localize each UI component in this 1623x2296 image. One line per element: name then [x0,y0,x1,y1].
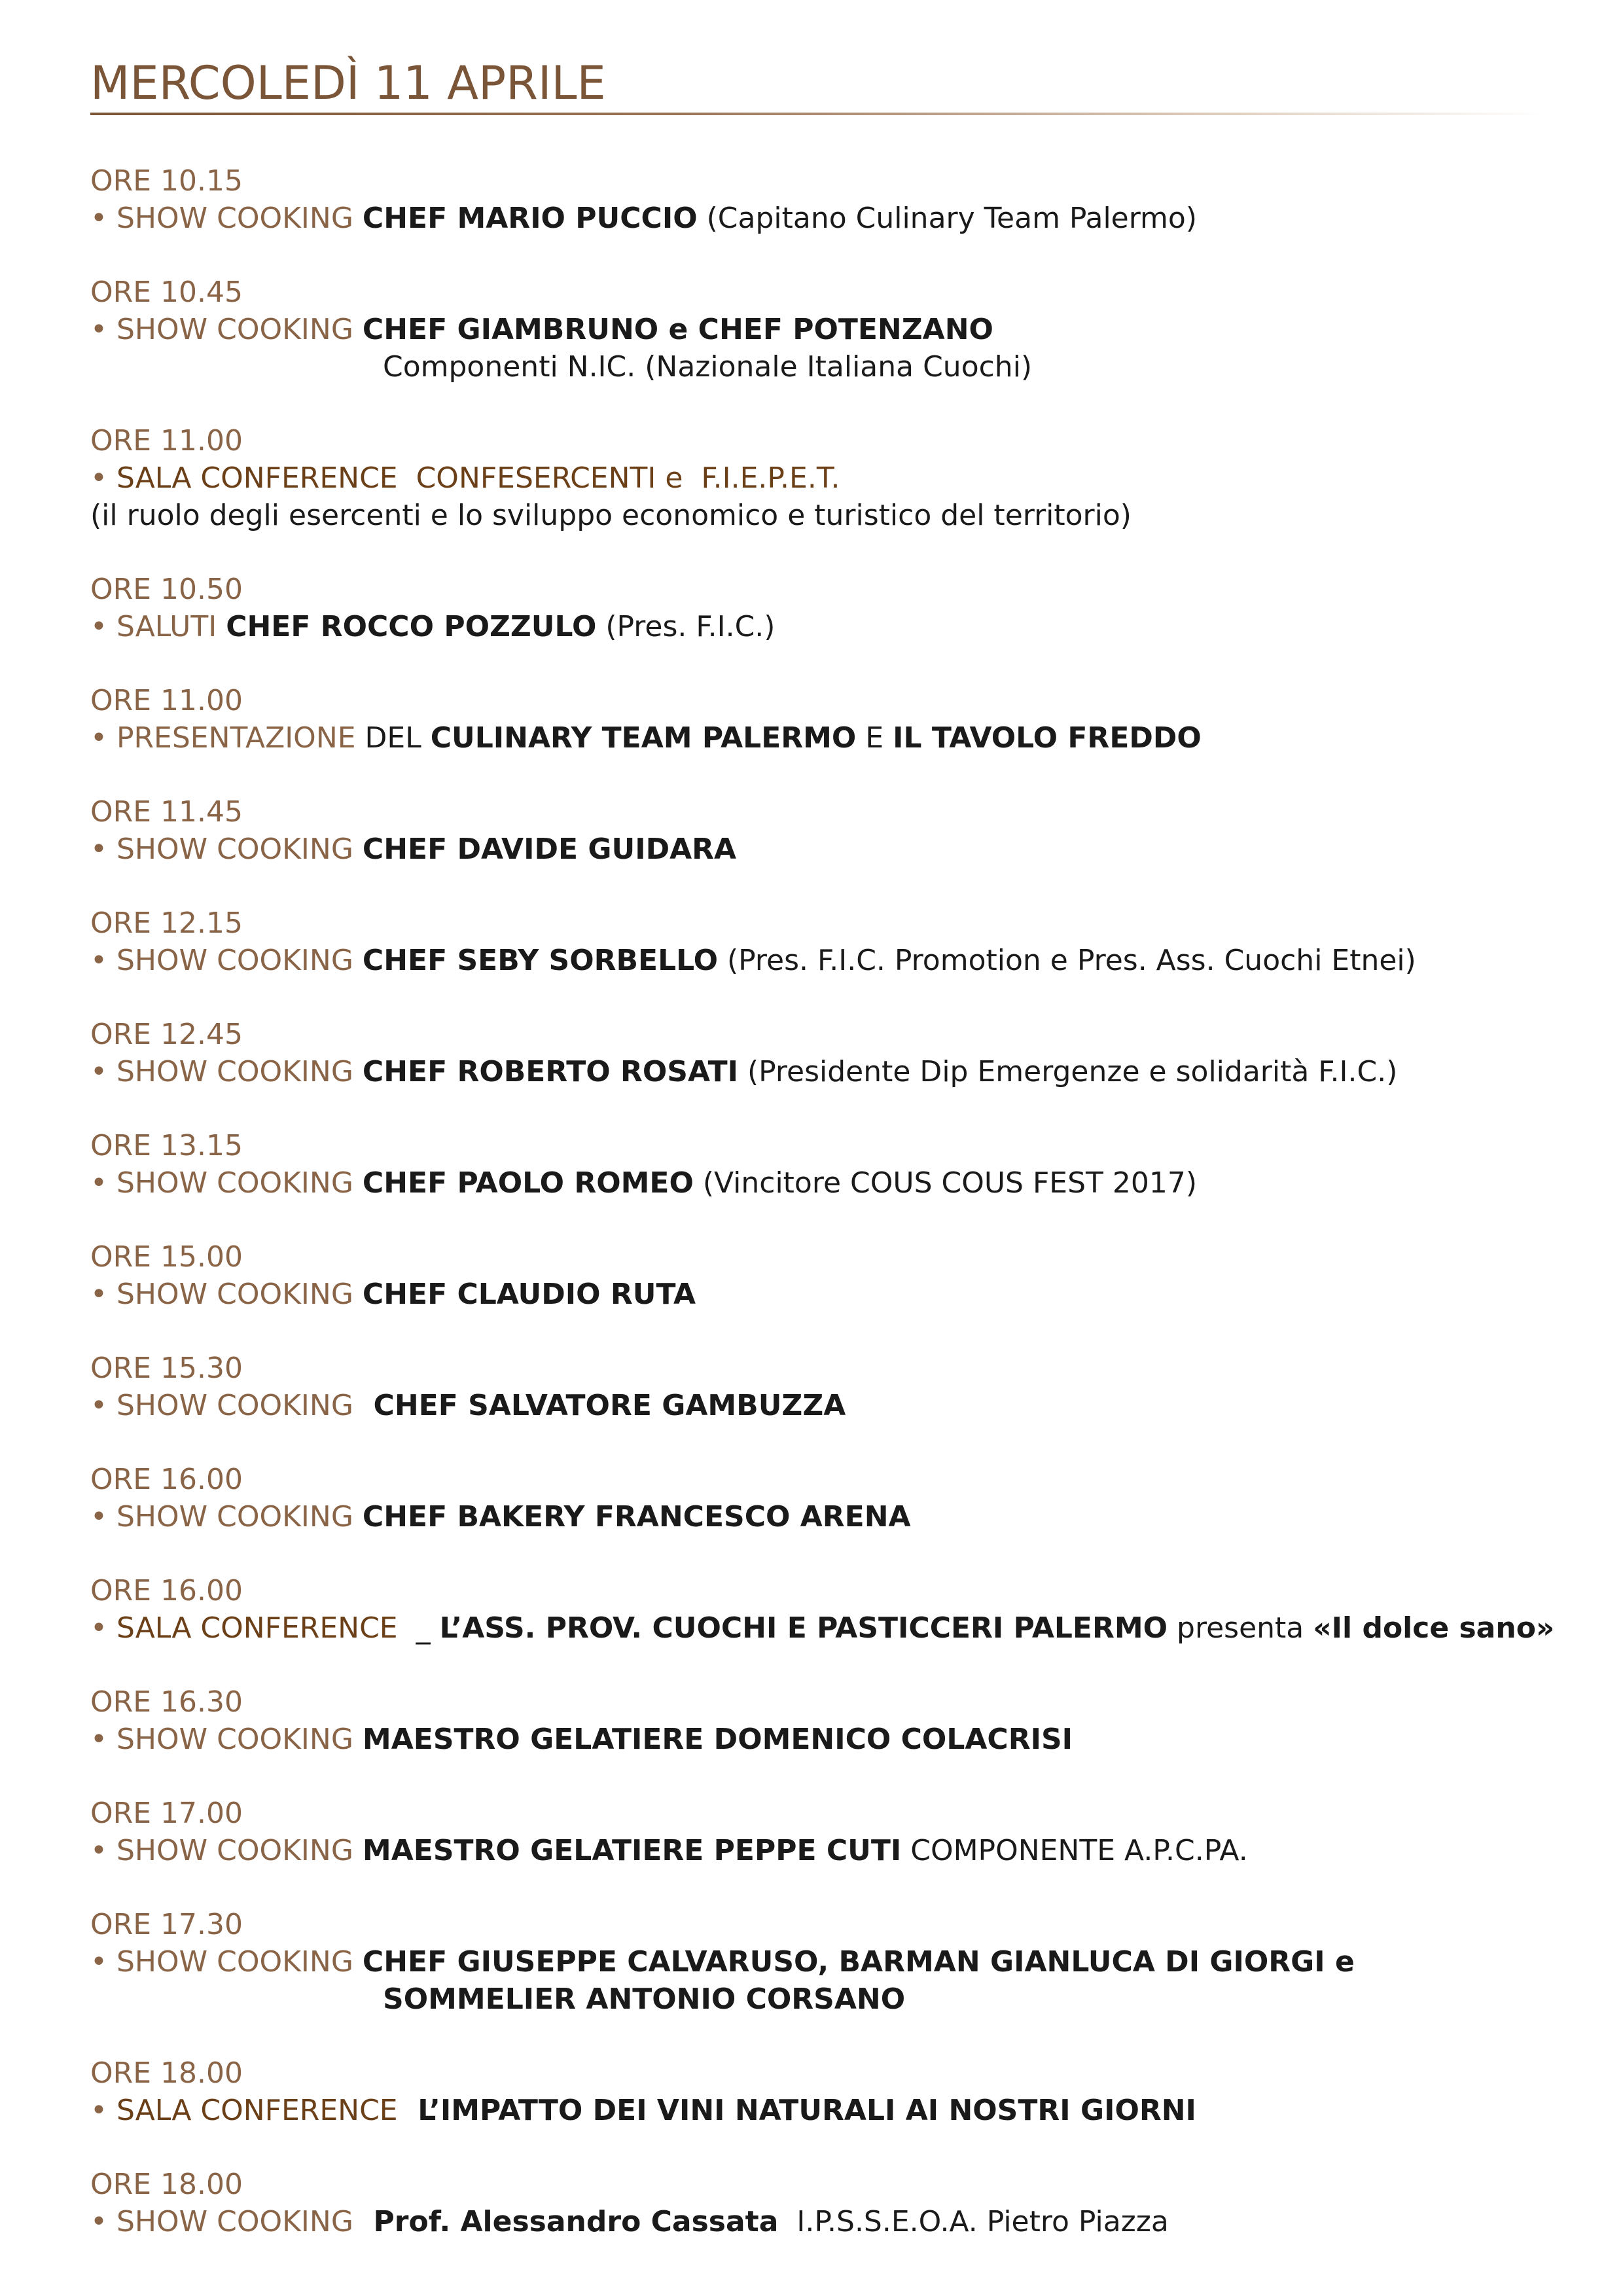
event-item [90,571,1556,645]
event-item [90,793,1556,868]
event-line [90,311,1556,348]
event-time: ORE 13.15 [90,1129,243,1162]
bullet-icon: • [90,1500,116,1534]
event-type: SHOW COOKING [116,2205,353,2238]
event-schedule [90,162,1556,2277]
event-line [90,1832,1556,1869]
event-connector: E [856,721,893,755]
bullet-icon: • [90,1834,116,1867]
event-host: CHEF DAVIDE GUIDARA [362,833,737,866]
bullet-icon: • [90,610,116,643]
event-time: ORE 18.00 [90,2056,243,2090]
event-host: CHEF PAOLO ROMEO [362,1166,694,1200]
event-line [90,831,1556,868]
event-organizers: CONFESERCENTI e F.I.E.P.E.T. [397,461,840,495]
event-type: SALUTI [116,610,217,643]
bullet-icon: • [90,2094,116,2127]
bullet-icon: • [90,1389,116,1422]
event-item [90,1683,1556,1758]
bullet-icon: • [90,461,116,495]
event-note: Componenti N.IC. (Nazionale Italiana Cuochi) [383,350,1033,384]
bullet-icon: • [90,1723,116,1756]
event-connector: _ [397,1611,440,1645]
event-item [90,682,1556,757]
event-item [90,2166,1556,2240]
event-item [90,1127,1556,1202]
event-time: ORE 16.00 [90,1574,243,1607]
event-time: ORE 10.45 [90,276,243,309]
event-line [90,608,1556,645]
event-line [90,1721,1556,1758]
event-time: ORE 18.00 [90,2168,243,2201]
event-item [90,274,1556,386]
event-note: (Capitano Culinary Team Palermo) [697,202,1198,235]
event-type: SHOW COOKING [116,1278,353,1311]
event-type: SHOW COOKING [116,1389,353,1422]
event-time: ORE 12.45 [90,1018,243,1051]
event-time: ORE 11.00 [90,684,243,717]
event-item [90,162,1556,237]
event-host: CHEF BAKERY FRANCESCO ARENA [362,1500,911,1534]
event-host: CULINARY TEAM PALERMO [430,721,857,755]
bullet-icon: • [90,1611,116,1645]
bullet-icon: • [90,202,116,235]
event-line [90,459,1556,497]
bullet-icon: • [90,2205,116,2238]
event-line [90,200,1556,237]
event-host: CHEF CLAUDIO RUTA [362,1278,696,1311]
event-type: SHOW COOKING [116,202,353,235]
event-type: SHOW COOKING [116,313,353,346]
event-item [90,1906,1556,2018]
event-host: L’ASS. PROV. CUOCHI E PASTICCERI PALERMO [439,1611,1168,1645]
event-note: I.P.S.S.E.O.A. Pietro Piazza [778,2205,1169,2238]
bullet-icon: • [90,833,116,866]
event-line [90,1498,1556,1535]
event-time: ORE 10.50 [90,573,243,606]
event-note: COMPONENTE A.P.C.PA. [901,1834,1248,1867]
bullet-icon: • [90,313,116,346]
event-item [90,1572,1556,1647]
event-type: SALA CONFERENCE [116,1611,398,1645]
event-note: (Pres. F.I.C.) [596,610,776,643]
event-type: SHOW COOKING [116,1500,353,1534]
event-type: SHOW COOKING [116,1834,353,1867]
event-type: SHOW COOKING [116,1166,353,1200]
event-line [90,1164,1556,1202]
event-line [90,1609,1556,1647]
event-time: ORE 10.15 [90,164,243,198]
event-type: SALA CONFERENCE [116,2094,398,2127]
event-item [90,1795,1556,1869]
event-line [90,1387,1556,1424]
event-topic: L’IMPATTO DEI VINI NATURALI AI NOSTRI GIORNI [397,2094,1196,2127]
event-item [90,422,1556,534]
event-item [90,1016,1556,1090]
title-underline [90,113,1543,115]
event-host: CHEF MARIO PUCCIO [362,202,698,235]
event-time: ORE 16.30 [90,1685,243,1719]
event-time: ORE 11.45 [90,795,243,829]
event-host-continued: SOMMELIER ANTONIO CORSANO [383,1982,906,2016]
event-line [90,1276,1556,1313]
event-line [90,1943,1556,1981]
page-title: MERCOLEDÌ 11 APRILE [90,56,606,110]
event-host: MAESTRO GELATIERE DOMENICO COLACRISI [362,1723,1073,1756]
header [90,56,1543,115]
event-item [90,1350,1556,1424]
event-time: ORE 12.15 [90,906,243,940]
event-note: (il ruolo degli esercenti e lo sviluppo economico e turistico del territorio) [90,499,1132,532]
event-line [90,942,1556,979]
event-item [90,1461,1556,1535]
event-line [90,2203,1556,2240]
event-item [90,1238,1556,1313]
event-host: Prof. Alessandro Cassata [353,2205,779,2238]
event-host: CHEF GIAMBRUNO e CHEF POTENZANO [362,313,993,346]
bullet-icon: • [90,1278,116,1311]
event-type: SHOW COOKING [116,833,353,866]
event-line [90,719,1556,757]
event-type: SHOW COOKING [116,1945,353,1979]
event-item [90,905,1556,979]
event-host: MAESTRO GELATIERE PEPPE CUTI [362,1834,902,1867]
event-time: ORE 15.00 [90,1240,243,1274]
event-host: CHEF SEBY SORBELLO [362,944,719,977]
event-line [90,2092,1556,2129]
event-topic: «Il dolce sano» [1313,1611,1555,1645]
event-host: CHEF ROBERTO ROSATI [362,1055,738,1088]
event-time: ORE 11.00 [90,424,243,457]
bullet-icon: • [90,1166,116,1200]
event-time: ORE 16.00 [90,1463,243,1496]
event-note: (Pres. F.I.C. Promotion e Pres. Ass. Cuochi Etnei) [718,944,1416,977]
event-type: SHOW COOKING [116,1055,353,1088]
event-time: ORE 17.30 [90,1908,243,1941]
event-line [90,1053,1556,1090]
event-type: PRESENTAZIONE [116,721,356,755]
event-type: SALA CONFERENCE [116,461,398,495]
event-note: (Vincitore COUS COUS FEST 2017) [693,1166,1198,1200]
event-time: ORE 17.00 [90,1797,243,1830]
bullet-icon: • [90,944,116,977]
event-type: SHOW COOKING [116,944,353,977]
bullet-icon: • [90,1055,116,1088]
bullet-icon: • [90,1945,116,1979]
event-host: CHEF GIUSEPPE CALVARUSO, BARMAN GIANLUCA DI GIORGI e [362,1945,1355,1979]
event-connector: DEL [355,721,431,755]
bullet-icon: • [90,721,116,755]
event-item [90,2054,1556,2129]
event-note: (Presidente Dip Emergenze e solidarità F.I.C.) [738,1055,1398,1088]
event-time: ORE 15.30 [90,1352,243,1385]
event-connector: presenta [1168,1611,1313,1645]
event-type: SHOW COOKING [116,1723,353,1756]
event-host: IL TAVOLO FREDDO [893,721,1202,755]
event-host: CHEF SALVATORE GAMBUZZA [353,1389,846,1422]
event-host: CHEF ROCCO POZZULO [226,610,597,643]
